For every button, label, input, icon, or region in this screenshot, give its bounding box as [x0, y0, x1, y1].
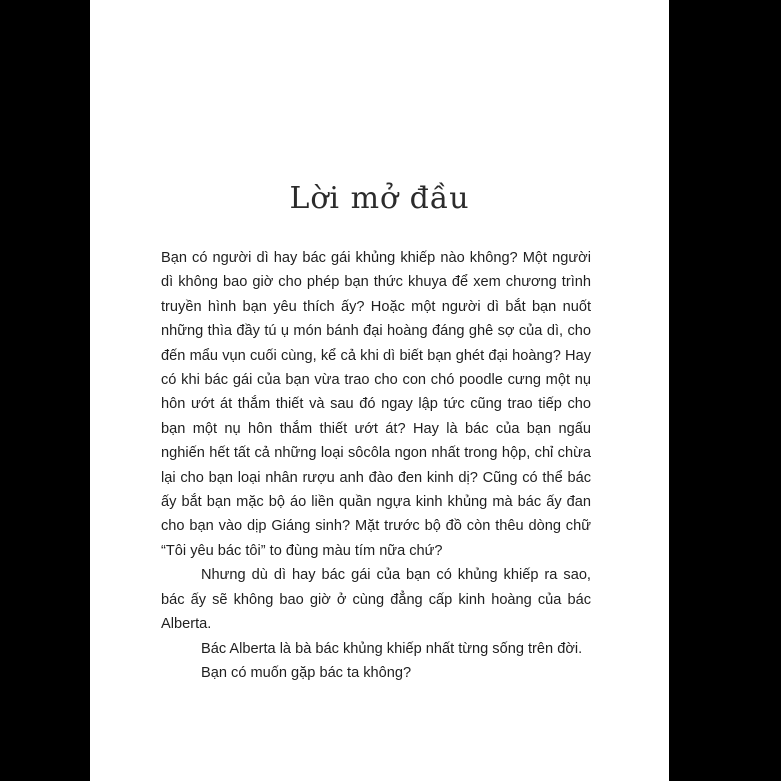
chapter-body: [161, 246, 591, 685]
chapter-title: Lời mở đầu: [289, 181, 470, 216]
paragraph-3: Bác Alberta là bà bác khủng khiếp nhất từng sống trên đời.: [201, 640, 583, 657]
paragraph-1: Bạn có người dì hay bác gái khủng khiếp nào không? Một người dì không bao giờ cho phép bạn thức khuya để xem chương trình truyền hình bạn yêu thích ấy? Hoặc một người dì bắt bạn nuốt những thìa đầy tú ụ món bánh đại hoàng đáng ghê sợ của dì, cho đến mẩu vụn cuối cùng, kể cả khi dì biết bạn ghét đại hoàng? Hay có khi bác gái của bạn vừa trao cho con chó poodle cưng một nụ hôn ướt át thắm thiết và sau đó ngay lập tức cũng trao tiếp cho bạn một nụ hôn thắm thiết ướt át? Hay là bác của bạn ngấu nghiến hết tất cả những loại sôcôla ngon nhất trong hộp, chỉ chừa lại cho bạn loại nhân rượu anh đào đen kinh dị? Cũng có thể bác ấy bắt bạn mặc bộ áo liền quần ngựa kinh khủng mà bác ấy đan cho bạn vào dịp Giáng sinh? Mặt trước bộ đồ còn thêu dòng chữ “Tôi yêu bác tôi” to đùng màu tím nữa chứ?: [161, 250, 591, 559]
paragraph-4: Bạn có muốn gặp bác ta không?: [201, 664, 412, 681]
paragraph-2: Nhưng dù dì hay bác gái của bạn có khủng khiếp ra sao, bác ấy sẽ không bao giờ ở cùng đẳng cấp kinh hoàng của bác Alberta.: [161, 567, 591, 633]
book-page: [90, 0, 669, 781]
